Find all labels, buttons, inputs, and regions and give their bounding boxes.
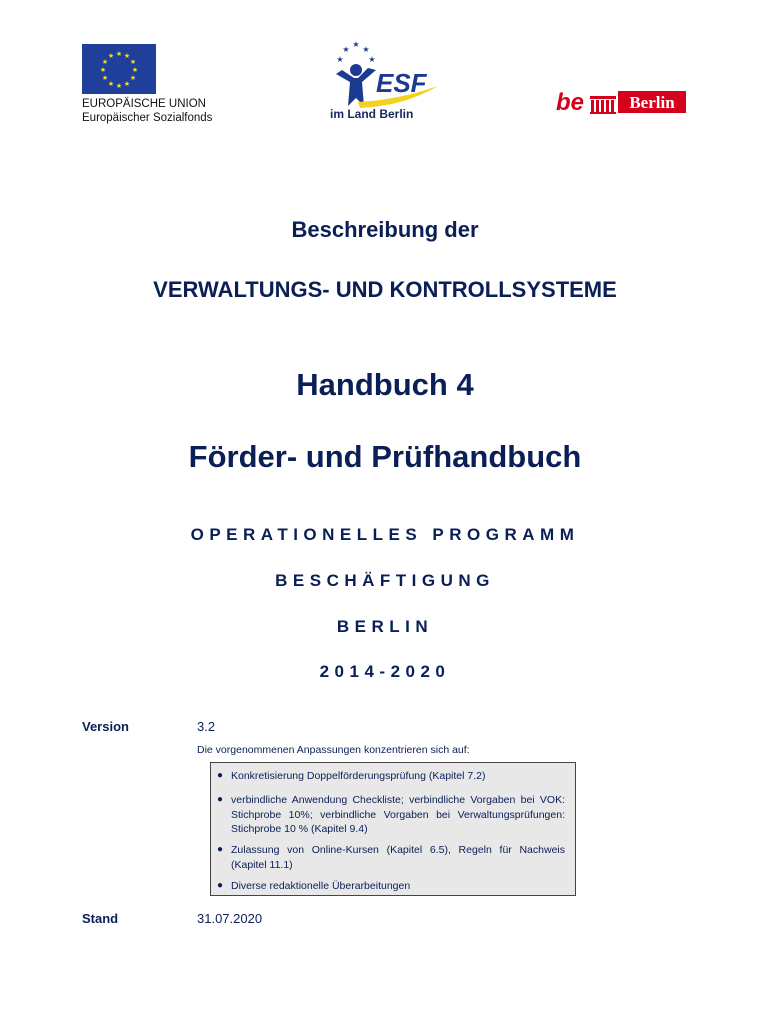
svg-text:★: ★ <box>129 74 137 82</box>
program-period: 2014-2020 <box>319 662 451 681</box>
svg-text:★: ★ <box>107 52 115 60</box>
list-item: ● Zulassung von Online-Kursen (Kapitel 6.5), Regeln für Nachweis (Kapitel 11.1) <box>217 844 565 871</box>
list-item: ● Diverse redaktionelle Überarbeitungen <box>217 880 411 892</box>
program-line2: BESCHÄFTIGUNG <box>275 571 495 590</box>
svg-text:★: ★ <box>115 50 123 58</box>
program-line1: OPERATIONELLES PROGRAMM <box>190 525 580 544</box>
svg-text:★: ★ <box>99 66 107 74</box>
bullet-icon: ● <box>217 794 224 805</box>
svg-text:★: ★ <box>107 80 115 88</box>
berlin-logo <box>556 88 688 118</box>
svg-text:★: ★ <box>352 40 360 49</box>
svg-text:★: ★ <box>123 80 131 88</box>
svg-text:★: ★ <box>115 82 123 90</box>
svg-text:★: ★ <box>129 58 137 66</box>
svg-text:★: ★ <box>101 58 109 66</box>
eu-stars-icon <box>82 44 156 94</box>
handbook-number: Handbuch 4 <box>296 367 474 402</box>
svg-text:★: ★ <box>342 45 350 54</box>
eu-line1: EUROPÄISCHE UNION <box>82 98 206 110</box>
svg-text:★: ★ <box>101 74 109 82</box>
bullet-icon: ● <box>217 770 224 781</box>
eu-flag-logo <box>82 44 156 94</box>
handbook-title: Förder- und Prüfhandbuch <box>188 439 582 474</box>
version-value: 3.2 <box>197 719 216 734</box>
doc-subtitle: Beschreibung der <box>291 217 479 242</box>
berlin-be-mark: be <box>556 89 585 116</box>
esf-wordmark: ESF <box>376 68 427 98</box>
changes-intro: Die vorgenommenen Anpassungen konzentrieren sich auf: <box>197 744 470 756</box>
esf-subtitle: im Land Berlin <box>330 107 414 121</box>
eu-line2: Europäischer Sozialfonds <box>82 112 213 124</box>
list-item: ● verbindliche Anwendung Checkliste; verbindliche Vorgaben bei VOK: Stichprobe 10%; verbindliche Vorgaben bei Verwaltungsprüfungen: Stichprobe 10 % (Kapitel 9.4) <box>217 794 565 835</box>
doc-system-title: VERWALTUNGS- UND KONTROLLSYSTEME <box>153 277 617 302</box>
berlin-brand-icon <box>556 88 688 118</box>
bullet-icon: ● <box>217 880 224 891</box>
stand-label: Stand <box>82 911 119 926</box>
svg-text:★: ★ <box>336 55 344 64</box>
svg-text:★: ★ <box>131 66 139 74</box>
eu-logo-text <box>82 97 212 125</box>
berlin-word: Berlin <box>629 93 675 112</box>
bullet-icon: ● <box>217 844 224 855</box>
changes-box <box>210 762 576 896</box>
svg-text:★: ★ <box>123 52 131 60</box>
svg-text:★: ★ <box>362 45 370 54</box>
list-item: ● Konkretisierung Doppelförderungsprüfung (Kapitel 7.2) <box>217 770 486 782</box>
svg-text:★: ★ <box>368 55 376 64</box>
version-label: Version <box>82 719 129 734</box>
stand-date: 31.07.2020 <box>197 911 263 926</box>
program-line3: BERLIN <box>336 617 434 636</box>
